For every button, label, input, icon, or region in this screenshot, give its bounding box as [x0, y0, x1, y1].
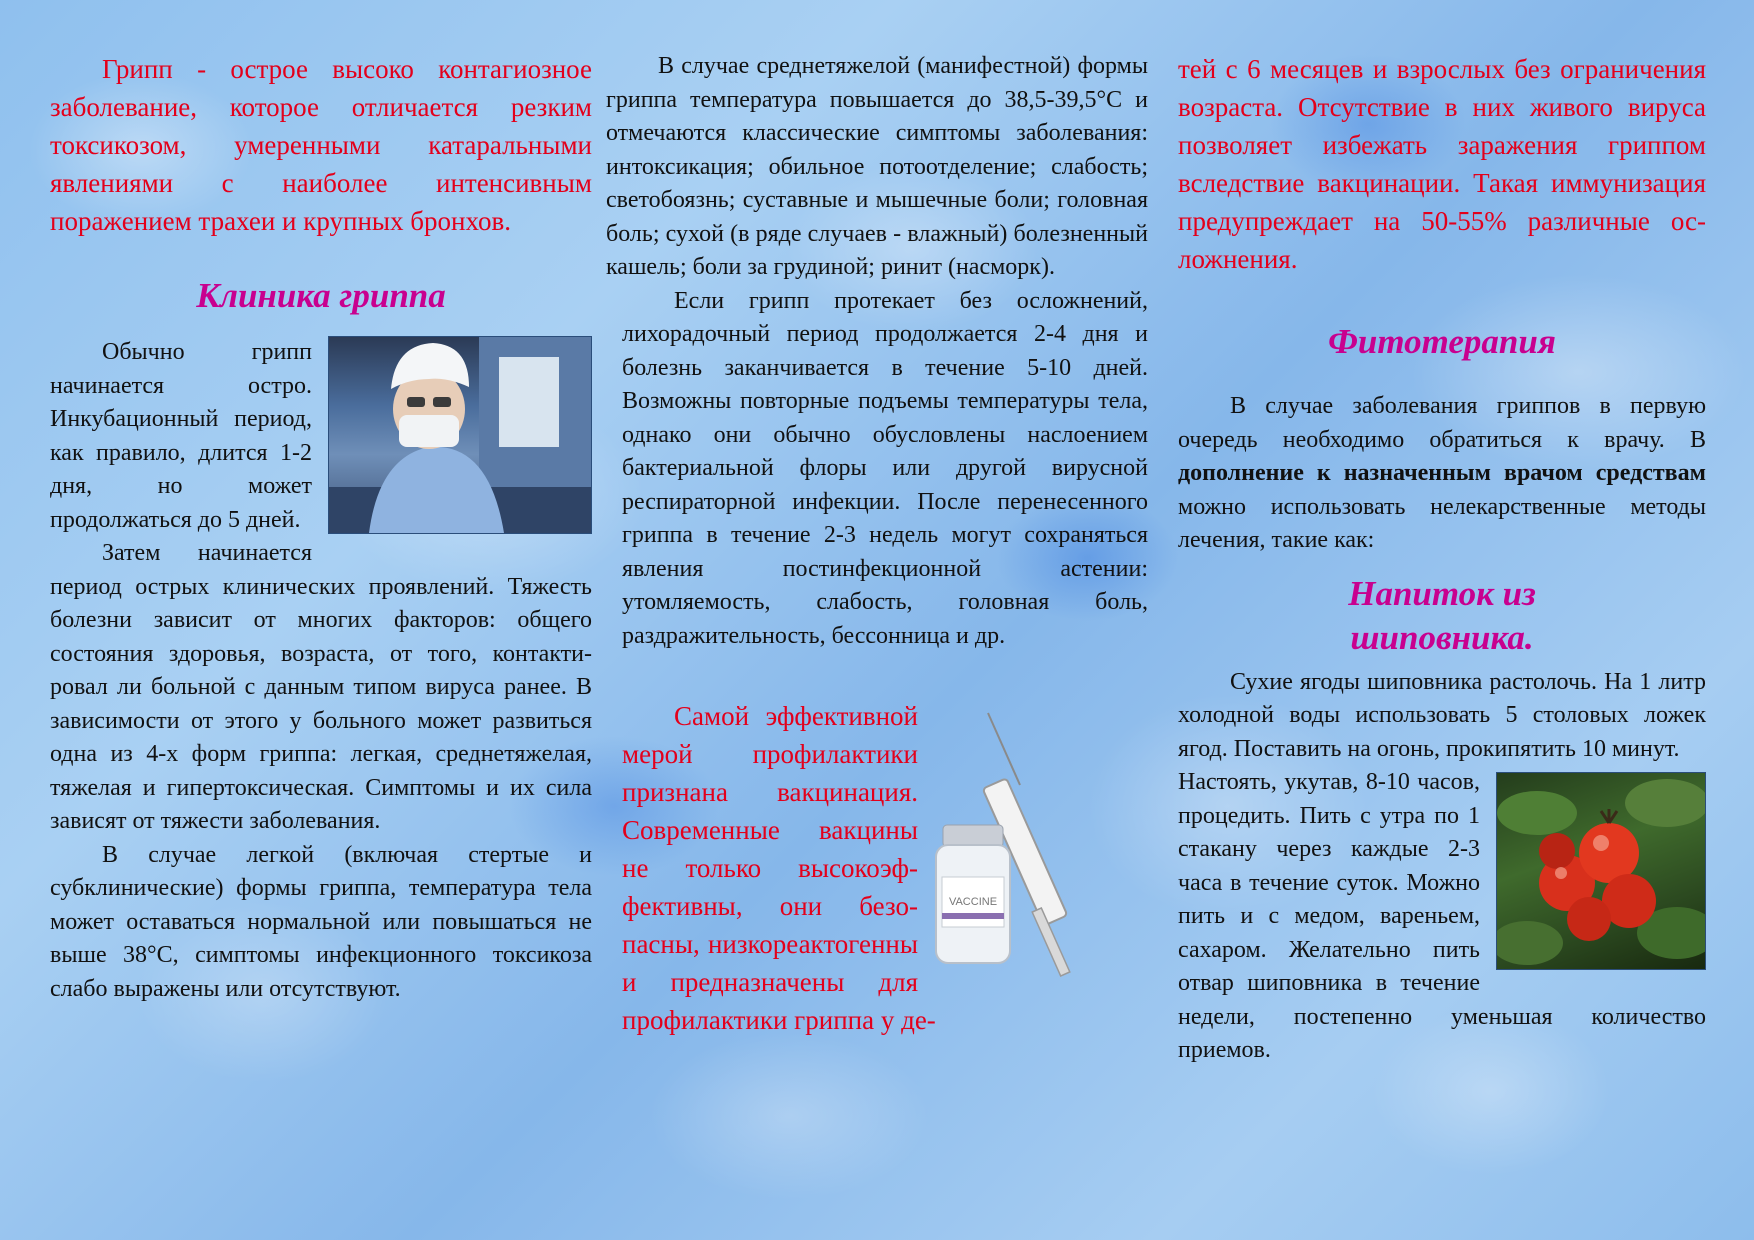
rosehip-photo [1496, 772, 1706, 970]
intro-paragraph: Грипп - острое высоко контагиозное заболевание, которое отличается резким токсикозом, умеренными катаральными явлениями с наиболее интенсивным поражением трахеи и крупных бронхов. [50, 54, 592, 236]
column-left [50, 50, 592, 1006]
vaccine-illustration [928, 707, 1148, 997]
nurse-image [329, 337, 591, 533]
moderate-form-paragraph: В случае среднетяжелой (манифестной) формы гриппа температура повышается до 38,5-39,5°С и отмечаются классические симптомы заболевания: интоксикация; обильное потоотделение; слабость; светобоязнь; суставные и мышечные боли; головная боль; сухой (в ряде случаев - влажный) болезненный кашель; боли за грудиной; ринит (насморк). [606, 53, 1148, 280]
nurse-photo [328, 336, 592, 534]
clinic-paragraph-1: Обычно грипп начинается остро. Инкубационный период, как правило, длится 1-2 дня, но может продолжаться до 5 дней. [50, 339, 312, 533]
phyto-text-a: В случае заболевания гриппов в первую очередь необходимо обратиться к врачу. В [1178, 393, 1706, 453]
vaccination-continued: тей с 6 месяцев и взрослых без ограничения возраста. Отсутствие в них живого вируса позволяет избежать заражения гриппом вследствие вакцинации. Такая иммунизация предупреждает на 50-55% различные осложнения. [1178, 54, 1706, 274]
column-right [1178, 50, 1706, 1068]
clinic-paragraph-3: В случае легкой (включая стертые и субклинические) формы гриппа, температура тела может оставаться нормальной или повышаться не выше 38°С, симптомы инфекционного токсикоза слабо выражены или отсутствуют. [50, 841, 592, 1002]
rosehip-paragraph-2: Настоять, укутав, 8-10 часов, процедить. Пить с утра по 1 стакану через каждые 2-3 часа в течение суток. Можно пить и с медом, вареньем, сахаром. Желательно пить отвар шиповника в течение недели, постепенно уменьшая количество приемов. [1178, 769, 1706, 1063]
clinic-heading: Клиника гриппа [196, 276, 446, 315]
clinic-paragraph-2: Затем начинается период острых клинических проявлений. Тяжесть болезни зависит от многих факторов: общего состояния здоровья, возраста, от того, контактировал ли больной с данным типом вируса ранее. В зависимости от этого у больного может развиться одна из 4-х форм гриппа: легкая, среднетяжелая, тяжелая и гипертоксическая. Симптомы и их сила зависят от тяжести заболевания. [50, 540, 592, 834]
column-middle [606, 50, 1148, 1039]
rosehip-image [1497, 773, 1705, 969]
phyto-heading: Фитотерапия [1328, 322, 1556, 361]
phyto-text-b: можно использовать нелекарственные методы лечения, такие как: [1178, 493, 1706, 553]
vaccination-block [606, 697, 1148, 1039]
phyto-text-bold: дополнение к назначенным врачом средствам [1178, 460, 1706, 486]
phyto-paragraph [1178, 390, 1706, 558]
vial-label: VACCINE [948, 896, 998, 908]
rosehip-heading: Напиток из шиповника. [1348, 573, 1536, 657]
course-paragraph: Если грипп протекает без осложнений, лихорадочный период продолжается 2-4 дня и болезнь заканчивается в течение 5-10 дней. Возможны повторные подъемы температуры тела, однако они обычно обусловлены наслоением бактериальной флоры или другой вирусной респираторной инфекции. После перенесенного гриппа в течение 2-3 недель могут сохраняться явления постинфекционной астении: утомляемость, слабость, головная боль, раздражительность, бессонница и др. [622, 287, 1148, 649]
vaccination-paragraph: Самой эффективной мерой профилактики признана вакцинация. Современные вакцины не только высокоэффективны, они безопасны, низкореактогенны и предназначены для профилактики гриппа у де- [622, 701, 936, 1035]
syringe-vial-icon [928, 707, 1148, 997]
rosehip-paragraph-1: Сухие ягоды шиповника растолочь. На 1 литр холодной воды использовать 5 столовых ложек ягод. Поставить на огонь, прокипятить 10 минут. [1178, 668, 1706, 762]
